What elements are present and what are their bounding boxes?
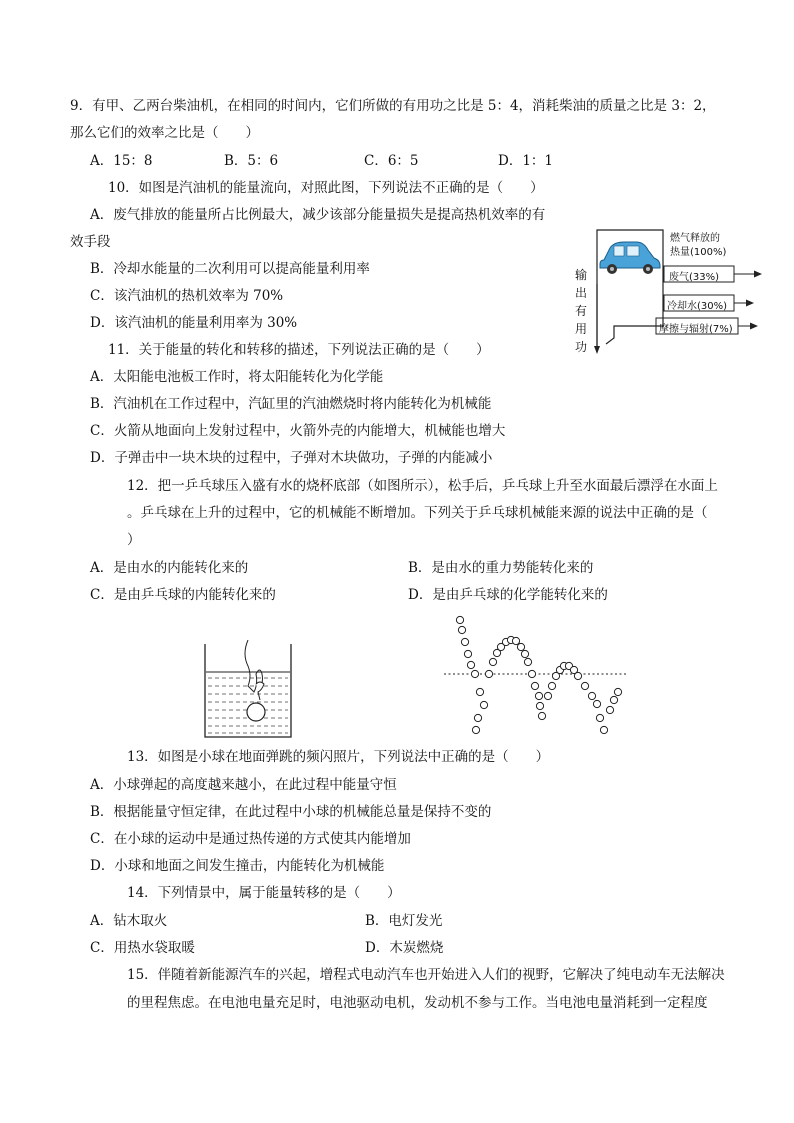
q14-option-b: B．电灯发光	[365, 913, 443, 929]
strobe-balls	[456, 616, 621, 733]
q10-stem: 10．如图是汽油机的能量流向，对照此图，下列说法不正确的是（ ）	[108, 180, 544, 196]
q14-option-d: D．木炭燃烧	[365, 940, 444, 956]
q13-option-a: A．小球弹起的高度越来越小，在此过程中能量守恒	[90, 777, 397, 793]
q11-stem: 11．关于能量的转化和转移的描述，下列说法正确的是（ ）	[108, 342, 490, 358]
q13-stem: 13．如图是小球在地面弹跳的频闪照片，下列说法中正确的是（ ）	[127, 749, 550, 765]
q12-stem-line3: ）	[127, 532, 141, 548]
q10-option-a-line2: 效手段	[70, 234, 111, 250]
q10-option-c: C．该汽油机的热机效率为 70%	[90, 288, 284, 304]
q9-option-b: B．5：6	[224, 153, 279, 169]
q13-option-b: B．根据能量守恒定律，在此过程中小球的机械能总量是保持不变的	[90, 804, 492, 820]
ping-pong-ball	[247, 703, 265, 721]
q11-option-c: C．火箭从地面向上发射过程中，火箭外壳的内能增大，机械能也增大	[90, 423, 506, 439]
fuel-heat-label-line1: 燃气释放的	[670, 233, 720, 244]
q9-option-c: C．6：5	[364, 153, 419, 169]
q15-stem-line2: 的里程焦虑。在电池电量充足时，电池驱动电机，发动机不参与工作。当电池电量消耗到一定程度	[127, 995, 708, 1011]
q9-option-a: A．15：8	[90, 153, 153, 169]
q12-stem-line1: 12．把一乒乓球压入盛有水的烧杯底部（如图所示），松手后，乒乓球上升至水面最后漂浮在水面上	[127, 478, 718, 494]
q14-option-a: A．钻木取火	[90, 913, 168, 929]
output-char: 出	[575, 286, 588, 300]
q14-stem: 14．下列情景中，属于能量转移的是（ ）	[127, 885, 401, 901]
car-icon	[600, 242, 660, 274]
q14-option-c: C．用热水袋取暖	[90, 940, 195, 956]
beaker-figure	[198, 640, 298, 740]
q15-stem-line1: 15．伴随着新能源汽车的兴起，增程式电动汽车也开始进入人们的视野，它解决了纯电动车无法解决	[127, 967, 725, 983]
bouncing-ball-figure	[440, 612, 632, 736]
q9-stem-line2: 那么它们的效率之比是（ ）	[70, 125, 259, 141]
output-char: 用	[575, 322, 588, 336]
q12-option-a: A．是由水的内能转化来的	[90, 560, 249, 576]
q13-option-d: D．小球和地面之间发生撞击，内能转化为机械能	[90, 858, 385, 874]
q12-option-b: B．是由水的重力势能转化来的	[408, 560, 594, 576]
q10-option-b: B．冷却水能量的二次利用可以提高能量利用率	[90, 261, 370, 277]
q11-option-d: D．子弹击中一块木块的过程中，子弹对木块做功，子弹的内能减小	[90, 450, 493, 466]
cooling-water-label: 冷却水(30%)	[667, 301, 728, 312]
fuel-heat-label-line2: 热量(100%)	[670, 247, 727, 258]
beaker-svg	[198, 640, 298, 740]
friction-radiation-label: 摩擦与辐射(7%)	[659, 324, 733, 335]
q9-stem-line1: 9．有甲、乙两台柴油机，在相同的时间内，它们所做的有用功之比是 5：4，消耗柴油的质量之比是 3：2，	[70, 98, 716, 114]
exhaust-label: 废气(33%)	[669, 272, 720, 283]
q9-option-d: D．1：1	[498, 153, 554, 169]
q10-option-a-line1: A．废气排放的能量所占比例最大，减少该部分能量损失是提高热机效率的有	[90, 207, 546, 223]
q12-stem-line2: 。乒乓球在上升的过程中，它的机械能不断增加。下列关于乒乓球机械能来源的说法中正确的是（	[127, 505, 708, 521]
output-char: 输	[575, 268, 588, 282]
output-char: 有	[575, 304, 588, 318]
energy-flow-diagram	[570, 224, 770, 356]
q11-option-a: A．太阳能电池板工作时，将太阳能转化为化学能	[90, 369, 384, 385]
bouncing-ball-svg	[440, 612, 632, 736]
q13-option-c: C．在小球的运动中是通过热传递的方式使其内能增加	[90, 831, 411, 847]
q11-option-b: B．汽油机在工作过程中，汽缸里的汽油燃烧时将内能转化为机械能	[90, 396, 492, 412]
q12-option-d: D．是由乒乓球的化学能转化来的	[408, 587, 608, 603]
q12-option-c: C．是由乒乓球的内能转化来的	[90, 587, 276, 603]
output-char: 功	[575, 340, 588, 354]
output-useful-work-label	[575, 266, 587, 356]
q10-option-d: D．该汽油机的能量利用率为 30%	[90, 315, 298, 331]
